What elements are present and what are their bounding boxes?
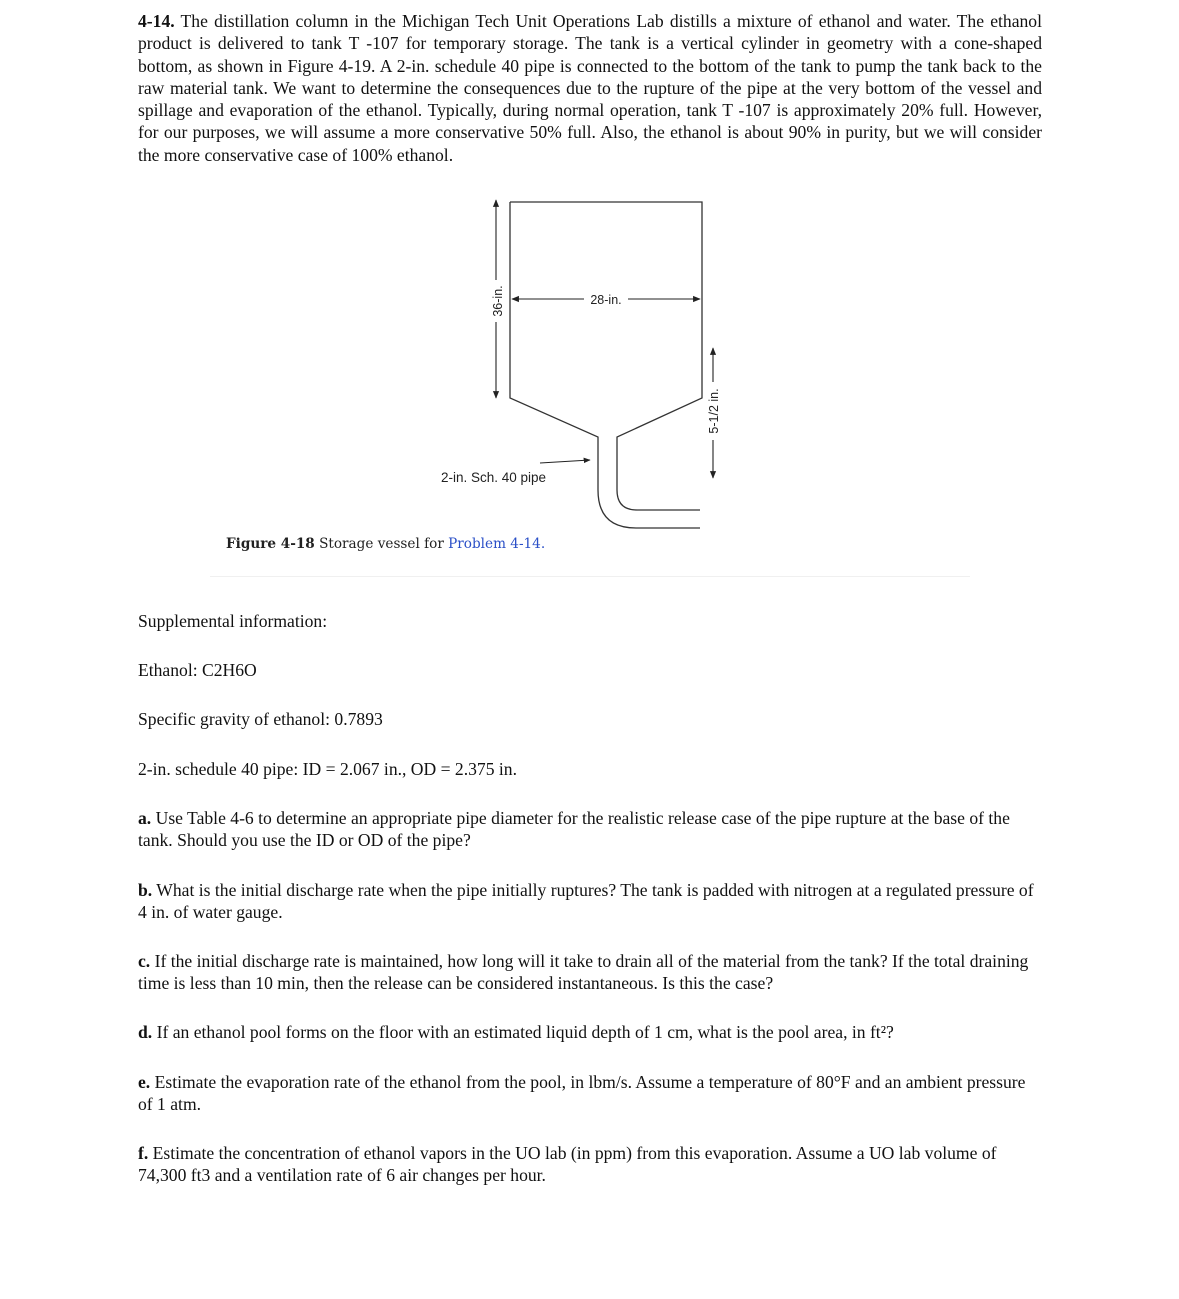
question-text: If an ethanol pool forms on the floor with an estimated liquid depth of 1 cm, what is the pool area, in ft²? [156, 1022, 894, 1042]
question-text: Use Table 4-6 to determine an appropriate pipe diameter for the realistic release case of the pipe rupture at the base of the tank. Should you use the ID or OD of the pipe? [138, 808, 1010, 851]
cone-label: 5-1/2 in. [707, 388, 721, 434]
storage-vessel-figure [0, 0, 1179, 600]
pipe-arrow [540, 460, 590, 463]
ethanol-formula: Ethanol: C2H6O [138, 660, 257, 680]
pipe-dimensions: 2-in. schedule 40 pipe: ID = 2.067 in., OD = 2.375 in. [138, 759, 518, 779]
problem-text: The distillation column in the Michigan Tech Unit Operations Lab distills a mixture of ethanol and water. The ethanol product is delivered to tank T -107 for temporary storage. The tank is a vertical cylinder in geometry with a cone-shaped bottom, as shown in Figure 4-19. A 2-in. schedule 40 pipe is connected to the bottom of the tank to pump the tank back to the raw material tank. We want to determine the consequences due to the rupture of the pipe at the very bottom of the vessel and spillage and evaporation of the ethanol. Typically, during normal operation, tank T -107 is approximately 20% full. However, for our purposes, we will assume a more conservative 50% full. Also, the ethanol is about 90% in purity, but we will consider the more conservative case of 100% ethanol. [138, 11, 1042, 165]
question-text: What is the initial discharge rate when the pipe initially ruptures? The tank is padded with nitrogen at a regulated pressure of 4 in. of water gauge. [138, 880, 1034, 923]
question-label: c. [138, 951, 151, 971]
caption-text: Storage vessel for [319, 536, 444, 552]
question-label: b. [138, 880, 153, 900]
question-f [138, 1142, 1042, 1187]
question-label: e. [138, 1072, 151, 1092]
height-label: 36-in. [491, 285, 505, 317]
question-label: a. [138, 808, 152, 828]
caption-label: Figure 4-18 [226, 536, 315, 552]
problem-number: 4-14. [138, 11, 175, 31]
question-text: Estimate the evaporation rate of the ethanol from the pool, in lbm/s. Assume a temperature of 80°F and an ambient pressure of 1 atm. [138, 1072, 1026, 1115]
question-b [138, 879, 1042, 924]
figure-caption [226, 536, 545, 552]
figure-divider [210, 576, 970, 577]
question-text: Estimate the concentration of ethanol vapors in the UO lab (in ppm) from this evaporation. Assume a UO lab volume of 74,300 ft3 and a ventilation rate of 6 air changes per hour. [138, 1143, 997, 1186]
question-d [138, 1021, 1042, 1043]
question-c [138, 950, 1042, 995]
question-e [138, 1071, 1042, 1116]
question-a [138, 807, 1042, 852]
tank-outline-right [510, 202, 702, 510]
specific-gravity: Specific gravity of ethanol: 0.7893 [138, 709, 383, 729]
pipe-label: 2-in. Sch. 40 pipe [441, 470, 547, 485]
question-label: d. [138, 1022, 153, 1042]
supplemental-heading: Supplemental information: [138, 611, 328, 631]
question-text: If the initial discharge rate is maintained, how long will it take to drain all of the material from the tank? If the total draining time is less than 10 min, then the release can be considered instantaneous. Is this the case? [138, 951, 1029, 994]
caption-problem-link[interactable]: Problem 4-14. [448, 536, 546, 552]
question-label: f. [138, 1143, 149, 1163]
width-label: 28-in. [590, 293, 622, 307]
